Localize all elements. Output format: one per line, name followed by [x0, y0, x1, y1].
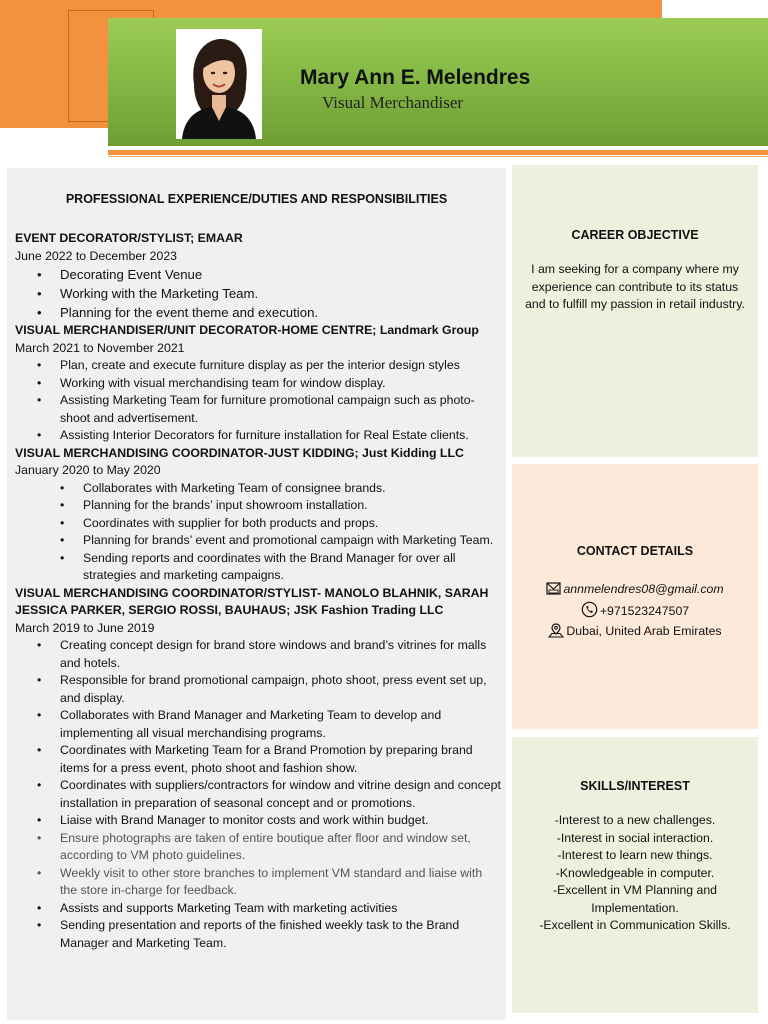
- duty-item: • Ensure photographs are taken of entire boutique after floor and window set, according to VM photo guidelines.: [15, 830, 501, 865]
- duty-item: • Planning for the event theme and execution.: [15, 303, 501, 322]
- contact-email-row: [512, 581, 758, 601]
- contact-phone-row: [512, 601, 758, 623]
- duty-item: • Responsible for brand promotional campaign, photo shoot, press event set up, and display.: [15, 672, 501, 707]
- duty-item: • Assisting Marketing Team for furniture promotional campaign such as photo-shoot and advertisement.: [15, 392, 501, 427]
- duty-item: • Decorating Event Venue: [15, 265, 501, 284]
- skills-interest-box: [512, 737, 758, 1013]
- duty-item: • Liaise with Brand Manager to monitor costs and work within budget.: [15, 812, 501, 830]
- duty-item: • Creating concept design for brand store windows and brand’s vitrines for malls and hotels.: [15, 637, 501, 672]
- job-date: June 2022 to December 2023: [15, 248, 178, 263]
- job-title: EVENT DECORATOR/STYLIST; EMAAR: [15, 231, 243, 245]
- job-date: January 2020 to May 2020: [15, 463, 161, 477]
- job-entry: [15, 585, 501, 953]
- skill-item: -Excellent in VM Planning and Implementation.: [552, 883, 718, 915]
- header-orange-rule-thin: [108, 156, 768, 157]
- duty-item: • Coordinates with supplier for both products and props.: [15, 515, 501, 533]
- candidate-name: Mary Ann E. Melendres: [300, 66, 531, 89]
- experience-heading: PROFESSIONAL EXPERIENCE/DUTIES AND RESPONSIBILITIES: [65, 192, 448, 206]
- duty-item: • Collaborates with Marketing Team of consignee brands.: [15, 480, 501, 498]
- duty-item: • Working with visual merchandising team for window display.: [15, 375, 501, 393]
- job-title: VISUAL MERCHANDISING COORDINATOR/STYLIST- MANOLO BLAHNIK, SARAH JESSICA PARKER, SERGIO ROSSI, BAUHAUS; JSK Fashion Trading LLC: [15, 585, 489, 617]
- duty-item: • Working with the Marketing Team.: [15, 284, 501, 303]
- contact-details-box: [512, 464, 758, 729]
- skill-item: -Interest to learn new things.: [557, 848, 713, 862]
- duty-item: • Sending presentation and reports of the finished weekly task to the Brand Manager and Marketing Team.: [15, 917, 501, 952]
- duty-list: [15, 480, 501, 585]
- duty-item: • Coordinates with Marketing Team for a Brand Promotion by preparing brand items for a press event, photo shoot and fashion show.: [15, 742, 501, 777]
- profile-photo: [176, 29, 262, 139]
- career-objective-heading: CAREER OBJECTIVE: [571, 228, 699, 242]
- header-orange-rule: [108, 150, 768, 155]
- job-title: VISUAL MERCHANDISING COORDINATOR-JUST KIDDING; Just Kidding LLC: [15, 445, 464, 460]
- email-icon: [546, 581, 561, 601]
- duty-list: [15, 637, 501, 952]
- duty-item: • Coordinates with suppliers/contractors for window and vitrine design and concept installation in preparation of seasonal concept and or promotions.: [15, 777, 501, 812]
- job-entry: [15, 445, 501, 585]
- candidate-title: Visual Merchandiser: [322, 93, 464, 112]
- duty-item: • Assisting Interior Decorators for furniture installation for Real Estate clients.: [15, 427, 501, 445]
- job-title: VISUAL MERCHANDISER/UNIT DECORATOR-HOME CENTRE; Landmark Group: [15, 323, 479, 337]
- phone-icon: [581, 601, 598, 623]
- skill-item: -Knowledgeable in computer.: [555, 865, 715, 880]
- job-entry: [15, 230, 501, 322]
- duty-item: • Assists and supports Marketing Team with marketing activities: [15, 900, 501, 918]
- contact-phone[interactable]: +971523247507: [599, 604, 690, 618]
- duty-item: • Weekly visit to other store branches to implement VM standard and liaise with the store in-charge for feedback.: [15, 865, 501, 900]
- job-date: March 2021 to November 2021: [15, 340, 185, 355]
- career-objective-text: I am seeking for a company where my experience can contribute to its status and to fulfill my passion in retail industry.: [525, 262, 745, 311]
- duty-list: [15, 357, 501, 445]
- skill-item: -Interest in social interaction.: [556, 830, 714, 845]
- skill-item: -Interest to a new challenges.: [554, 813, 716, 827]
- duty-item: • Sending reports and coordinates with the Brand Manager for over all strategies and marketing campaigns.: [15, 550, 501, 585]
- career-objective-box: [512, 165, 758, 457]
- contact-location-row: [512, 623, 758, 643]
- duty-item: • Planning for brands’ event and promotional campaign with Marketing Team.: [15, 532, 501, 550]
- job-date: March 2019 to June 2019: [15, 620, 155, 635]
- skill-item: -Excellent in Communication Skills.: [539, 918, 731, 932]
- job-entry: [15, 322, 501, 445]
- duty-list: [15, 265, 501, 322]
- duty-item: • Planning for the brands’ input showroom installation.: [15, 497, 501, 515]
- duty-item: • Collaborates with Brand Manager and Marketing Team to develop and implementing all visual merchandising programs.: [15, 707, 501, 742]
- skills-heading: SKILLS/INTEREST: [580, 779, 690, 793]
- skills-list: [522, 812, 748, 935]
- experience-body: [15, 230, 501, 952]
- contact-details-heading: CONTACT DETAILS: [576, 544, 694, 558]
- contact-location: Dubai, United Arab Emirates: [566, 624, 722, 638]
- duty-item: • Plan, create and execute furniture display as per the interior design styles: [15, 357, 501, 375]
- contact-email[interactable]: annmelendres08@gmail.com: [563, 582, 724, 596]
- location-pin-icon: [548, 623, 564, 643]
